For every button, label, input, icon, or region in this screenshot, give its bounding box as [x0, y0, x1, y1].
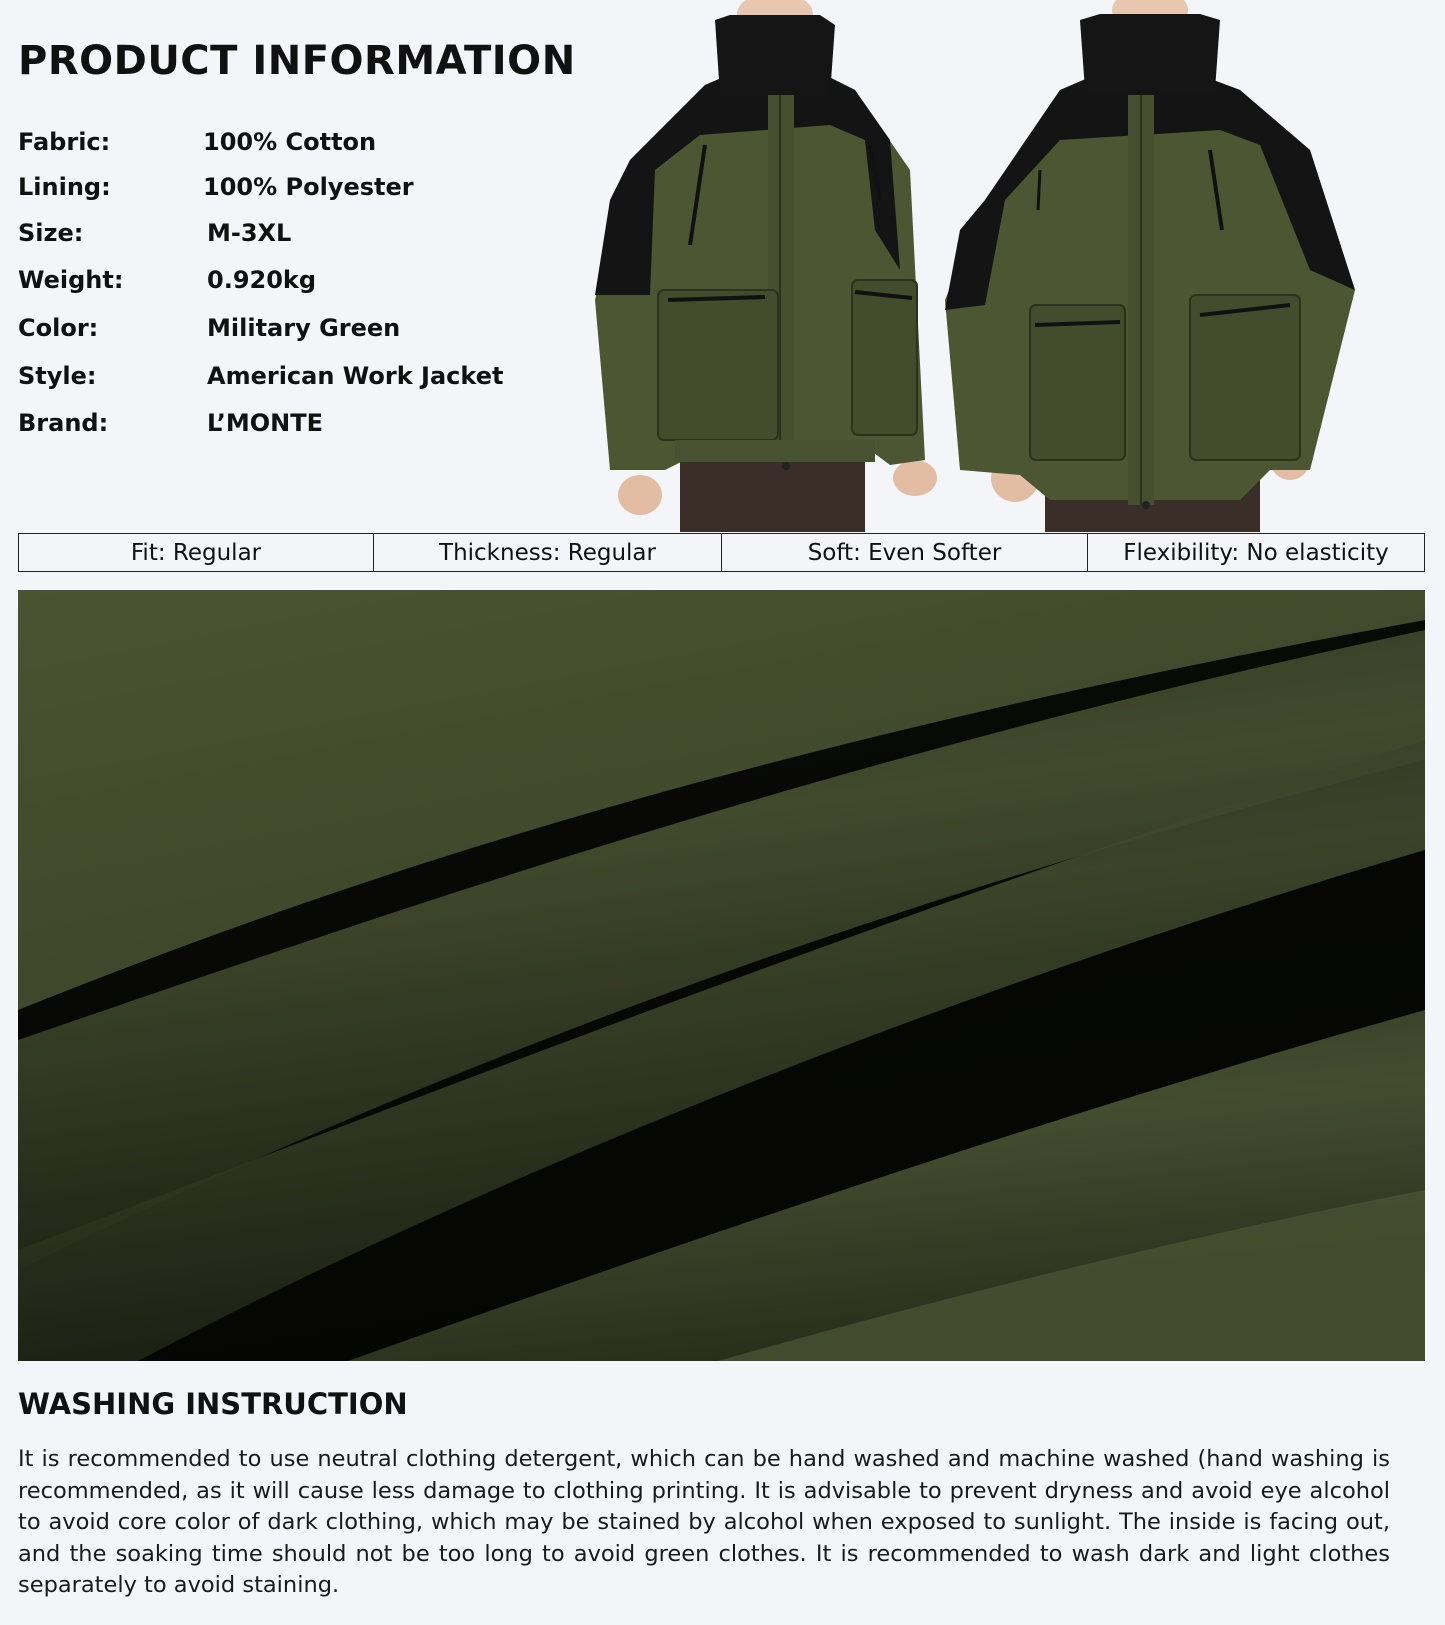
- spec-value: M-3XL: [207, 219, 292, 247]
- jacket-angle-photo: [945, 0, 1355, 532]
- spec-value: 100% Polyester: [203, 173, 414, 201]
- fabric-closeup-photo: [18, 590, 1425, 1361]
- spec-label: Lining:: [18, 173, 111, 201]
- spec-value: American Work Jacket: [207, 362, 504, 390]
- spec-label: Weight:: [18, 266, 124, 294]
- spec-value: 100% Cotton: [203, 128, 377, 156]
- jacket-front-photo: [595, 0, 937, 532]
- spec-label: Style:: [18, 362, 97, 390]
- page-title: PRODUCT INFORMATION: [18, 38, 576, 84]
- washing-title: WASHING INSTRUCTION: [18, 1387, 408, 1421]
- spec-label: Color:: [18, 314, 99, 342]
- spec-value: Military Green: [207, 314, 401, 342]
- attr-fit: Fit: Regular: [19, 534, 374, 571]
- product-photos: [590, 0, 1400, 532]
- spec-label: Size:: [18, 219, 84, 247]
- spec-label: Fabric:: [18, 128, 111, 156]
- attr-softness: Soft: Even Softer: [722, 534, 1088, 571]
- washing-text: It is recommended to use neutral clothing detergent, which can be hand washed and machine washed (hand washing is recommended, as it will cause less damage to clothing printing. It is advisable to prevent dryness and avoid eye alcohol to avoid core color of dark clothing, which may be stained by alcohol when exposed to sunlight. The inside is facing out, and the soaking time should not be too long to avoid green clothes. It is recommended to wash dark and light clothes separately to avoid staining.: [18, 1446, 1390, 1598]
- spec-value: L’MONTE: [207, 409, 324, 437]
- attr-thickness: Thickness: Regular: [374, 534, 722, 571]
- spec-value: 0.920kg: [207, 266, 317, 294]
- spec-label: Brand:: [18, 409, 109, 437]
- attribute-table: [18, 533, 1425, 572]
- attr-flexibility: Flexibility: No elasticity: [1123, 539, 1389, 566]
